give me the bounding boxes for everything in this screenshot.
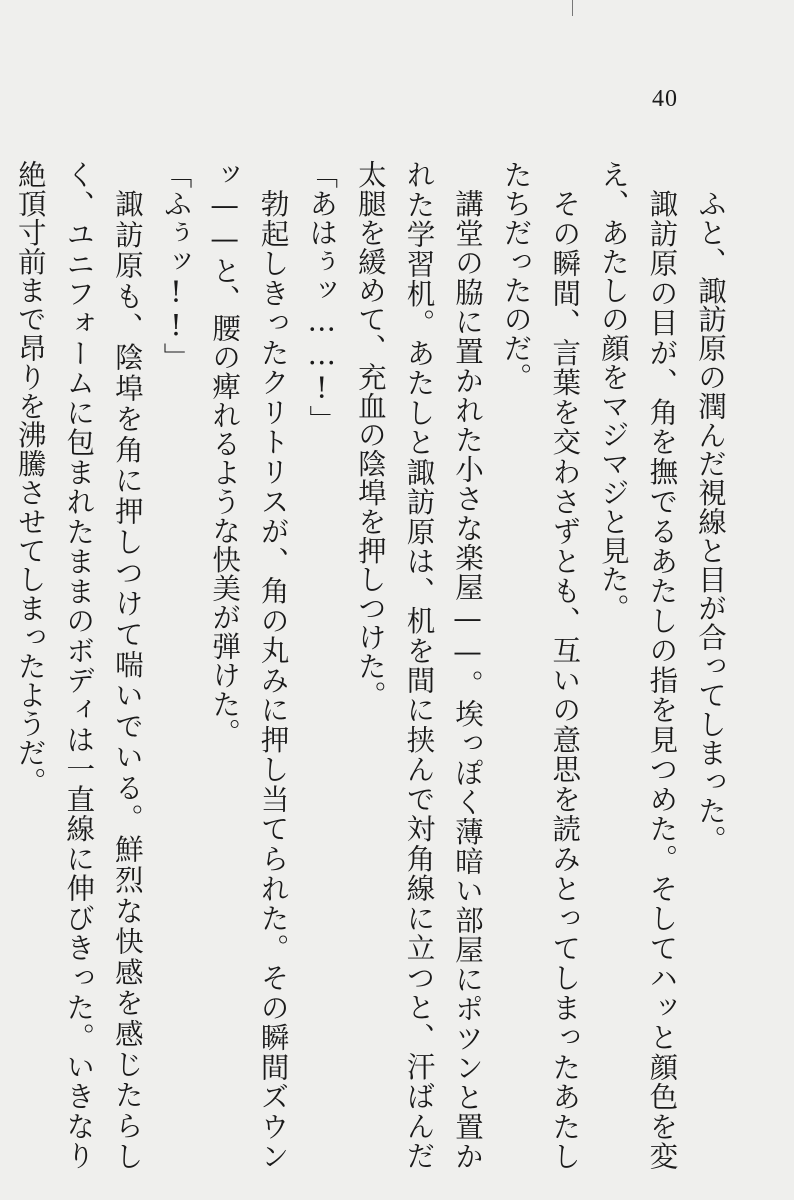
vertical-text-body [0,160,734,1170]
dialogue-line: 「ふぅッ!!」 [159,160,193,372]
paragraph: 諏訪原も、陰埠を角に押しつけて喘いでいる。鮮烈な快感を感じたらしく、ユニフォームに包まれたままのボディは一直線に伸びきった。いきなり絶頂寸前まで昂りを沸騰させてしまったようだ。 [13,160,144,1170]
paragraph: 勃起しきったクリトリスが、角の丸みに押し当てられた。その瞬間ズウンッ——と、腰の痺れるような快美が弾けた。 [208,160,290,1170]
paragraph: その瞬間、言葉を交わさずとも、互いの意思を読みとってしまったあたしたちだったのだ。 [499,160,582,1170]
scan-edge-mark [572,0,573,16]
paragraph: ふと、諏訪原の潤んだ視線と目が合ってしまった。 [694,188,727,854]
dialogue-line [0,160,5,1170]
paragraph: 講堂の脇に置かれた小さな楽屋——。埃っぽく薄暗い部屋にポツンと置かれた学習机。あたしと諏訪原は、机を間に挟んで対角線に立つと、汗ばんだ太腿を緩めて、充血の陰埠を押しつけた。 [353,160,485,1170]
paragraph: 諏訪原の目が、角を撫でるあたしの指を見つめた。そしてハッと顔色を変え、あたしの顔をマジマジと見た。 [596,160,679,1170]
dialogue-line: 「あはぅッ……!」 [305,160,339,434]
page-number: 40 [652,86,678,112]
